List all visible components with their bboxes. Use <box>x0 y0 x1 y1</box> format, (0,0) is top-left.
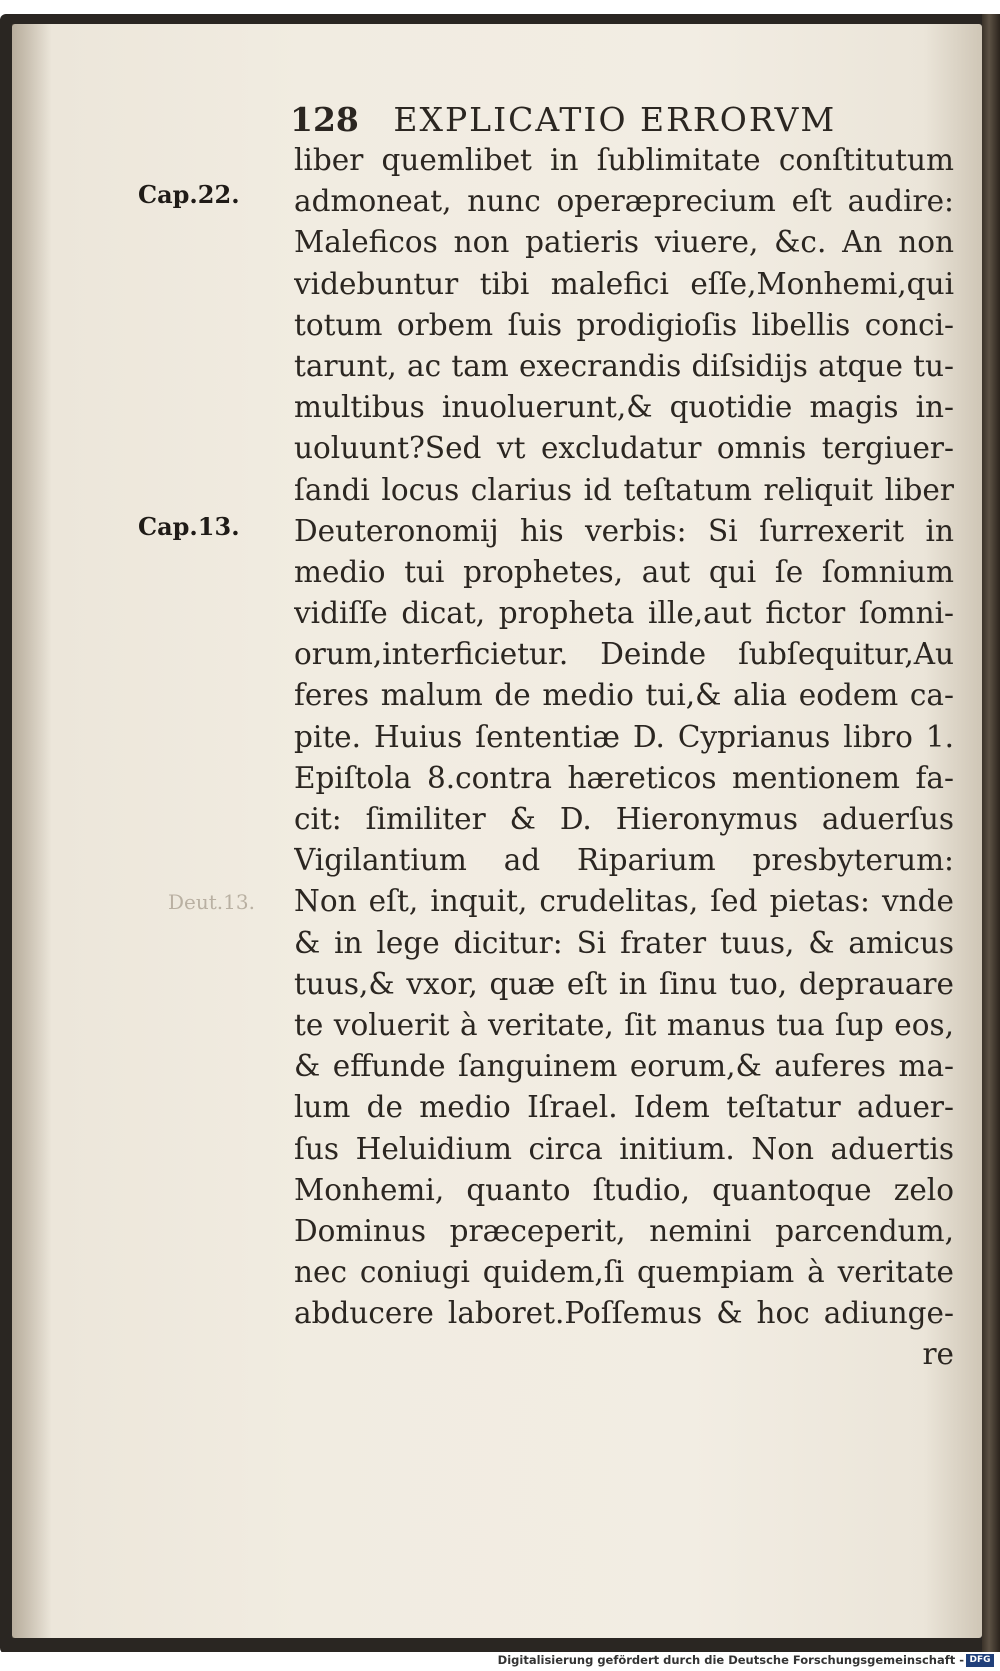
text-line: uoluunt?Sed vt excludatur omnis tergiuer- <box>294 431 954 466</box>
text-line: cit: ſimiliter & D. Hieronymus aduerſus <box>294 802 954 836</box>
text-line: ſandi locus clarius id teſtatum reliquit liber <box>294 472 954 507</box>
text-line: lum de medio Iſrael. Idem teſtatur aduer- <box>294 1090 954 1125</box>
text-line: & in lege dicitur: Si frater tuus, & amicus <box>294 925 954 960</box>
catchword: re <box>922 1337 954 1372</box>
text-line: & effunde ſanguinem eorum,& auferes ma- <box>294 1049 954 1084</box>
running-header <box>290 100 950 139</box>
text-line: Monhemi, quanto ſtudio, quantoque zelo <box>294 1172 954 1207</box>
text-line: te voluerit à veritate, ſit manus tua ſup eos, <box>294 1007 954 1042</box>
margin-note-cap13: Cap.13. <box>138 512 240 541</box>
text-line: admoneat, nunc operæprecium eſt audire: <box>294 184 954 219</box>
text-line: tarunt, ac tam execrandis diſsidijs atque tu- <box>294 348 954 383</box>
text-line: totum orbem ſuis prodigioſis libellis conci- <box>294 307 954 342</box>
text-line: Dominus præceperit, nemini parcendum, <box>294 1213 954 1248</box>
dfg-logo-badge: DFG <box>966 1654 994 1667</box>
margin-note-deut13: Deut.13. <box>168 890 255 914</box>
text-line: abducere laboret.Poſſemus & hoc adiunge- <box>294 1296 954 1331</box>
running-title: EXPLICATIO ERRORVM <box>393 100 837 139</box>
text-line: Epiſtola 8.contra hæreticos mentionem fa- <box>294 760 954 795</box>
page-gutter-shadow <box>12 24 52 1638</box>
text-line: videbuntur tibi malefici eſſe,Monhemi,qui <box>294 266 954 301</box>
text-line: Non eſt, inquit, crudelitas, ſed pietas: vnde <box>294 884 954 919</box>
text-line: tuus,& vxor, quæ eſt in ſinu tuo, deprauare <box>294 966 954 1001</box>
text-line: vidiſſe dicat, propheta ille,aut fictor ſomni- <box>294 596 954 631</box>
body-text <box>294 140 954 1376</box>
text-line: medio tui prophetes, aut qui ſe ſomnium <box>294 554 954 589</box>
text-line: feres malum de medio tui,& alia eodem ca- <box>294 678 954 713</box>
funding-credit: Digitalisierung gefördert durch die Deutsche Forschungsgemeinschaft - <box>497 1653 964 1667</box>
text-line: orum,interficietur. Deinde ſubſequitur,Au <box>294 637 954 672</box>
margin-note-cap22: Cap.22. <box>138 180 240 209</box>
text-line: pite. Huius ſententiæ D. Cyprianus libro 1. <box>294 719 954 754</box>
text-line: ſus Heluidium circa initium. Non aduertis <box>294 1131 954 1166</box>
text-line: nec coniugi quidem,ſi quempiam à veritate <box>294 1255 954 1290</box>
text-line: Vigilantium ad Riparium presbyterum: <box>294 843 954 878</box>
book-spine-edge <box>982 14 1000 1654</box>
text-line: liber quemlibet in ſublimitate conſtitutum <box>294 143 954 177</box>
text-line: multibus inuoluerunt,& quotidie magis in- <box>294 390 954 425</box>
text-line: Deuteronomij his verbis: Si ſurrexerit in <box>294 513 954 548</box>
text-line: Maleficos non patieris viuere, &c. An non <box>294 225 954 260</box>
page-number: 128 <box>290 100 359 139</box>
